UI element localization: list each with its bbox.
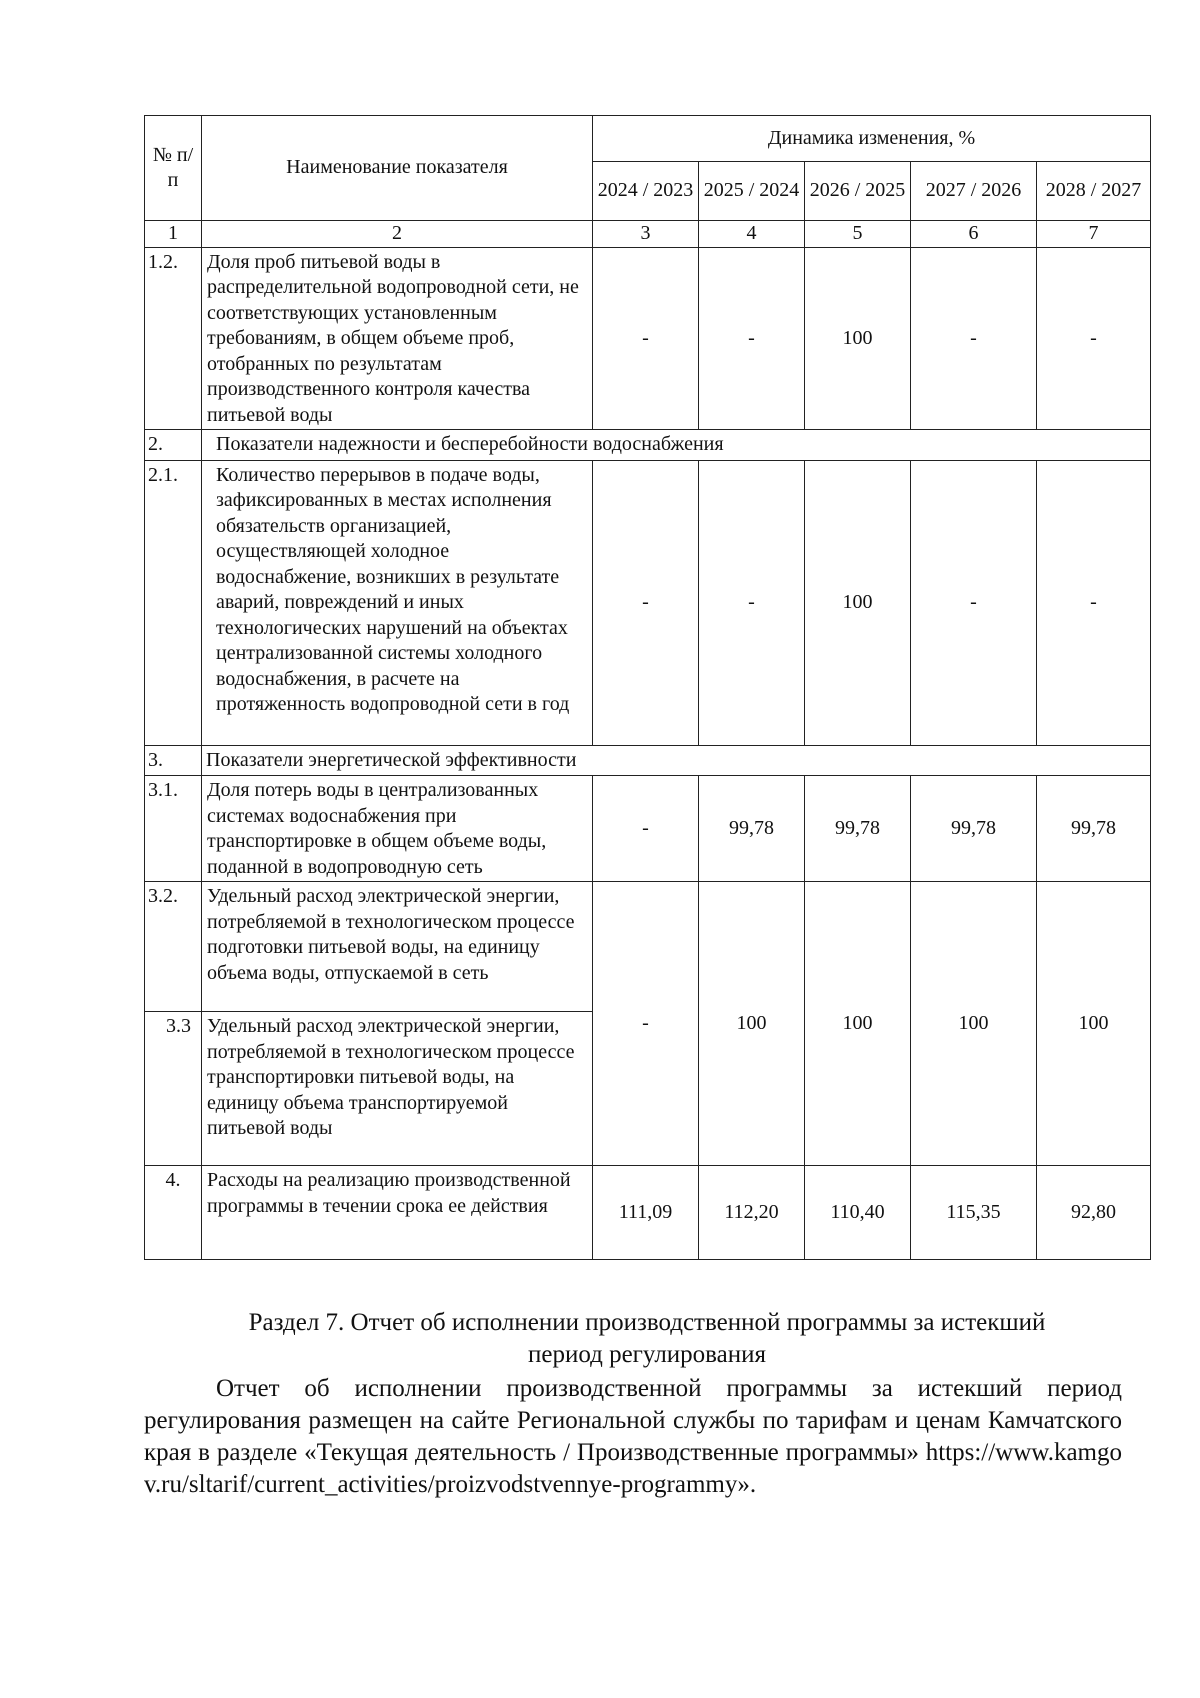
row-value: 111,09 (593, 1166, 699, 1260)
paragraph-text: Отчет об исполнении производственной программы за истекший период регулирования размещен на сайте Региональной службы по тарифам и ценам Камчатского края в разделе «Текущая деятельность / Производственные программы» (144, 1375, 1122, 1466)
row-value: - (593, 460, 699, 745)
row-value: - (699, 460, 805, 745)
row-name: Расходы на реализацию производственной программы в течении срока ее действия (202, 1166, 593, 1260)
row-name: Удельный расход электрической энергии, потребляемой в технологическом процессе подготовки питьевой воды, на единицу объема воды, отпускаемой в сеть (202, 882, 593, 1012)
row-value: 100 (1037, 882, 1151, 1166)
row-number: 2.1. (145, 460, 202, 745)
table-row (145, 776, 1151, 882)
section-title: Показатели надежности и бесперебойности водоснабжения (202, 430, 1151, 461)
row-value: 99,78 (1037, 776, 1151, 882)
row-value: - (911, 247, 1037, 430)
row-value: 112,20 (699, 1166, 805, 1260)
row-name: Доля потерь воды в централизованных системах водоснабжения при транспортировке в общем объеме воды, поданной в водопроводную сеть (202, 776, 593, 882)
section-row (145, 745, 1151, 776)
section-7-paragraph (144, 1373, 1122, 1501)
report-link[interactable]: https://www.kamgov.ru/sltarif/current_activities/proizvodstvennye-programmy (144, 1439, 1122, 1498)
table-row (145, 1166, 1151, 1260)
row-name: Удельный расход электрической энергии, потребляемой в технологическом процессе транспортировки питьевой воды, на единицу объема транспортируемой питьевой воды (202, 1012, 593, 1166)
col-index: 7 (1037, 221, 1151, 248)
row-number: 1.2. (145, 247, 202, 430)
header-year: 2024 / 2023 (593, 162, 699, 221)
row-name: Доля проб питьевой воды в распределительной водопроводной сети, не соответствующих установленным требованиям, в общем объеме проб, отобранных по результатам производственного контроля качества питьевой воды (202, 247, 593, 430)
row-value: - (911, 460, 1037, 745)
row-value: - (593, 247, 699, 430)
header-col-group: Динамика изменения, % (593, 116, 1151, 162)
row-number: 3.1. (145, 776, 202, 882)
row-value: 100 (805, 460, 911, 745)
header-year: 2025 / 2024 (699, 162, 805, 221)
row-number: 4. (145, 1166, 202, 1260)
row-value: - (593, 776, 699, 882)
table-row (145, 882, 1151, 1012)
section-7-title-line-2: период регулирования (527, 1341, 767, 1368)
row-name: Количество перерывов в подаче воды, зафиксированных в местах исполнения обязательств организацией, осуществляющей холодное водоснабжение, возникших в результате аварий, повреждений и иных технологических нарушений на объектах централизованной системы холодного водоснабжения, в расчете на протяженность водопроводной сети в год (202, 460, 593, 745)
header-col-num: № п/п (145, 116, 202, 221)
section-7-title-line-1: Раздел 7. Отчет об исполнении производственной программы за истекший (248, 1309, 1046, 1336)
row-value: - (699, 247, 805, 430)
row-value: - (593, 882, 699, 1166)
row-number: 2. (145, 430, 202, 461)
section-row (145, 430, 1151, 461)
header-col-name: Наименование показателя (202, 116, 593, 221)
row-value: 92,80 (1037, 1166, 1151, 1260)
col-index: 4 (699, 221, 805, 248)
row-value: 110,40 (805, 1166, 911, 1260)
row-value: - (1037, 247, 1151, 430)
row-value: 100 (805, 882, 911, 1166)
table-row (145, 247, 1151, 430)
row-value: 115,35 (911, 1166, 1037, 1260)
row-number: 3.3 (145, 1012, 202, 1166)
header-row-1 (145, 116, 1151, 162)
row-value: 99,78 (805, 776, 911, 882)
table-row (145, 460, 1151, 745)
col-index: 1 (145, 221, 202, 248)
header-year: 2027 / 2026 (911, 162, 1037, 221)
row-value: - (1037, 460, 1151, 745)
indicators-table (144, 115, 1151, 1260)
row-value: 99,78 (911, 776, 1037, 882)
header-year: 2026 / 2025 (805, 162, 911, 221)
row-number: 3.2. (145, 882, 202, 1012)
col-index: 5 (805, 221, 911, 248)
section-7-heading (144, 1307, 1150, 1371)
row-value: 100 (911, 882, 1037, 1166)
col-index: 2 (202, 221, 593, 248)
header-year: 2028 / 2027 (1037, 162, 1151, 221)
paragraph-end: ». (737, 1471, 757, 1498)
row-value: 99,78 (699, 776, 805, 882)
row-value: 100 (805, 247, 911, 430)
col-index: 3 (593, 221, 699, 248)
col-index: 6 (911, 221, 1037, 248)
section-title: Показатели энергетической эффективности (202, 745, 1151, 776)
row-value: 100 (699, 882, 805, 1166)
row-number: 3. (145, 745, 202, 776)
header-index-row (145, 221, 1151, 248)
